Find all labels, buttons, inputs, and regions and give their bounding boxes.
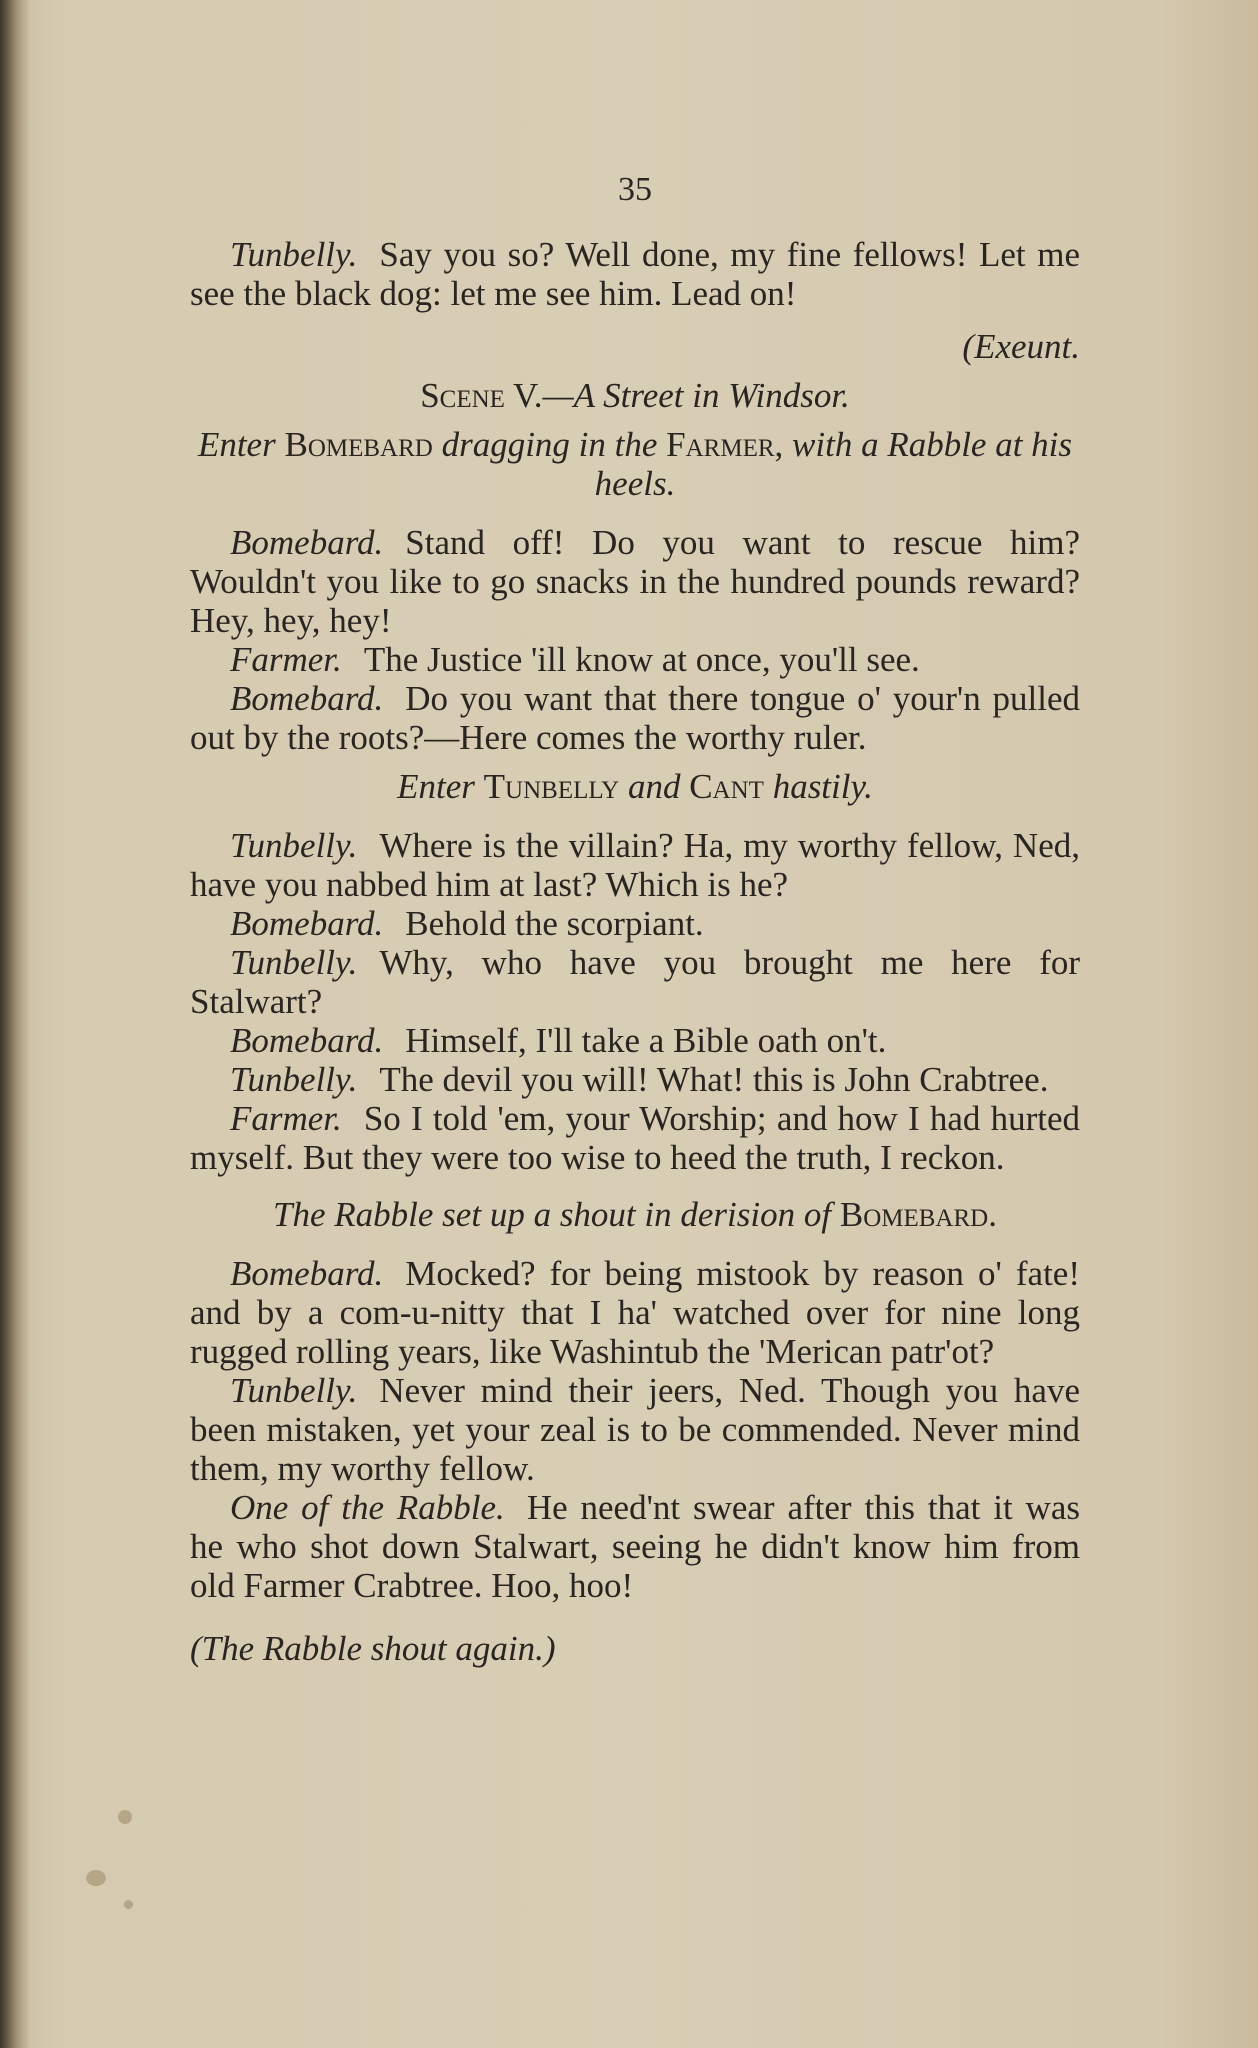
speech-text: The Justice 'ill know at once, you'll see. — [363, 640, 920, 679]
direction-text: Enter — [397, 767, 475, 806]
character-name: Bomebard. — [839, 1195, 997, 1234]
character-name: Bomebard — [284, 425, 433, 464]
book-spine — [0, 0, 30, 2048]
stain-spot — [124, 1900, 133, 1909]
speech — [190, 235, 1080, 313]
direction-text: with a Rabble at his heels. — [594, 425, 1073, 503]
speaker-name: Bomebard. — [230, 904, 384, 943]
speech — [190, 523, 1080, 640]
direction-text: and — [627, 767, 681, 806]
direction-text: The Rabble set up a shout in derision of — [273, 1195, 832, 1234]
stage-direction — [190, 767, 1080, 806]
speaker-name: Farmer. — [230, 1099, 342, 1138]
speech — [190, 640, 1080, 679]
speech — [190, 904, 1080, 943]
stage-direction — [190, 425, 1080, 503]
speech-text: Himself, I'll take a Bible oath on't. — [405, 1021, 887, 1060]
speech — [190, 1371, 1080, 1488]
character-name: Farmer, — [666, 425, 784, 464]
character-name: Cant — [689, 767, 764, 806]
speaker-name: Tunbelly. — [230, 1371, 358, 1410]
direction-text: hastily. — [772, 767, 873, 806]
scene-location: —A Street in Windsor. — [542, 376, 850, 415]
speech — [190, 943, 1080, 1021]
speaker-name: Tunbelly. — [230, 943, 358, 982]
speaker-name: Bomebard. — [230, 1254, 384, 1293]
scene-heading — [190, 376, 1080, 415]
speech-text: Why, who have you brought me here for Stalwart? — [190, 943, 1080, 1021]
stage-direction: (Exeunt. — [962, 327, 1080, 366]
speaker-name: Farmer. — [230, 640, 342, 679]
speaker-name: Tunbelly. — [230, 235, 358, 274]
speech-text: Stand off! Do you want to rescue him? Wouldn't you like to go snacks in the hundred pounds reward? Hey, hey, hey! — [190, 523, 1080, 640]
speaker-name: Tunbelly. — [230, 1060, 358, 1099]
speaker-name: One of the Rabble. — [230, 1488, 505, 1527]
speaker-name: Bomebard. — [230, 1021, 384, 1060]
speech — [190, 1060, 1080, 1099]
stain-spot — [86, 1870, 106, 1886]
speech-text: Never mind their jeers, Ned. Though you have been mistaken, yet your zeal is to be commended. Never mind them, my worthy fellow. — [190, 1371, 1080, 1488]
stage-direction: (The Rabble shout again.) — [190, 1629, 556, 1668]
page-number: 35 — [618, 171, 652, 208]
direction-text: Enter — [197, 425, 276, 464]
stain-spot — [118, 1810, 132, 1824]
speech-text: Behold the scorpiant. — [405, 904, 704, 943]
speech-text: Mocked? for being mistook by reason o' fate! and by a com-u-nitty that I ha' watched over for nine long rugged rolling years, like Washintub the 'Merican patr'ot? — [190, 1254, 1080, 1371]
stage-direction — [190, 1195, 1080, 1234]
scene-number: Scene V. — [420, 376, 543, 415]
page-text — [190, 170, 1080, 1668]
speech-text: Where is the villain? Ha, my worthy fellow, Ned, have you nabbed him at last? Which is he? — [190, 826, 1080, 904]
speech — [190, 679, 1080, 757]
speech-text: Say you so? Well done, my fine fellows! Let me see the black dog: let me see him. Lead on! — [190, 235, 1080, 313]
speech-text: The devil you will! What! this is John Crabtree. — [379, 1060, 1049, 1099]
speaker-name: Bomebard. — [230, 679, 384, 718]
character-name: Tunbelly — [483, 767, 620, 806]
speech-text: So I told 'em, your Worship; and how I had hurted myself. But they were too wise to heed the truth, I reckon. — [190, 1099, 1080, 1177]
speech-text: He need'nt swear after this that it was he who shot down Stalwart, seeing he didn't know him from old Farmer Crabtree. Hoo, hoo! — [190, 1488, 1080, 1605]
speech-text: Do you want that there tongue o' your'n pulled out by the roots?—Here comes the worthy ruler. — [190, 679, 1080, 757]
speech — [190, 1254, 1080, 1371]
speech — [190, 826, 1080, 904]
speech — [190, 1099, 1080, 1177]
speech — [190, 1488, 1080, 1605]
speech — [190, 1021, 1080, 1060]
speaker-name: Bomebard. — [230, 523, 384, 562]
speaker-name: Tunbelly. — [230, 826, 358, 865]
direction-text: dragging in the — [441, 425, 658, 464]
